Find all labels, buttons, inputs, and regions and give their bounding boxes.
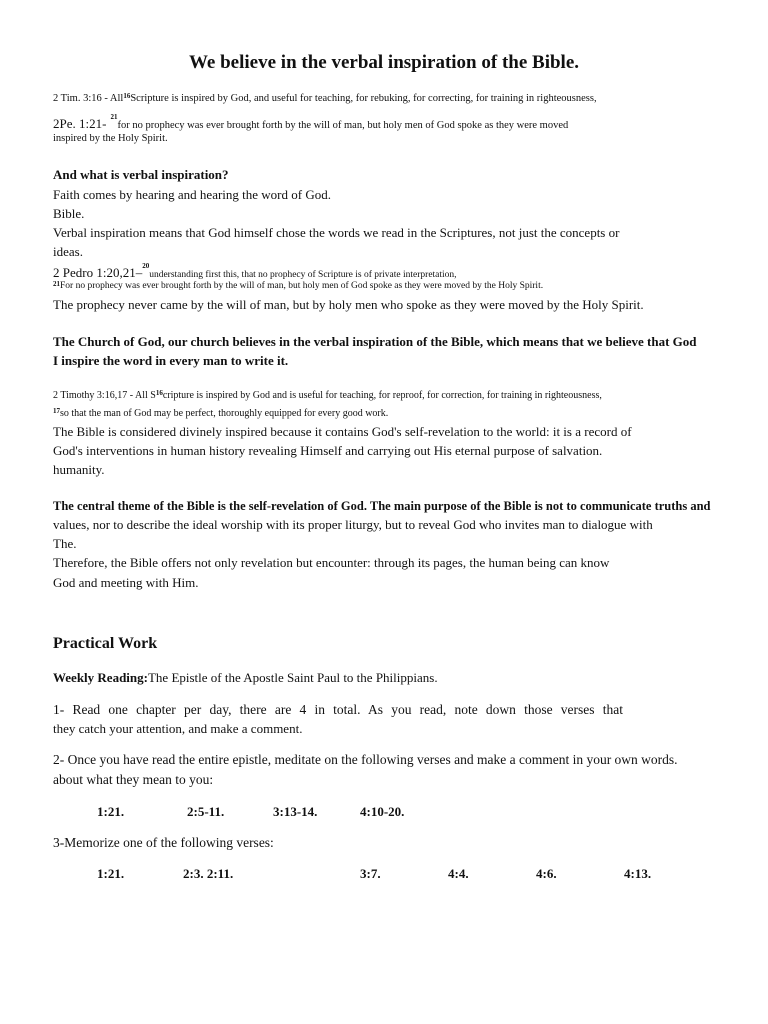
paragraph-line: God and meeting with Him. [53, 575, 199, 590]
task-number: 2 [53, 752, 60, 767]
task-text: - Read one chapter per day, there are 4 in total. As you read, note down those verses that [59, 702, 623, 717]
scripture-verse-21 [53, 281, 543, 292]
verse-reference: 3:13-14. [273, 804, 318, 819]
verse-reference: 1:21. [97, 804, 125, 819]
task-3 [53, 835, 274, 851]
task-text-continued: about what they mean to you: [53, 772, 214, 787]
verse-number: 16 [155, 389, 163, 397]
weekly-reading-text: The Epistle of the Apostle Saint Paul to the Philippians. [147, 670, 438, 685]
scripture-ref-pedro [53, 263, 457, 282]
ref-text: For no prophecy was ever brought forth by the will of man, but holy men of God spoke as they were moved by the Holy Spirit. [60, 281, 544, 291]
scripture-ref-timothy [53, 93, 597, 106]
ref-label: 2 Tim. 3:16 - All [53, 93, 124, 104]
section-heading-verbal: And what is verbal inspiration? [53, 167, 229, 182]
verse-number: 20 [142, 262, 150, 270]
ref-text: cripture is inspired by God and is useful for teaching, for reproof, for correction, for training in righteousness, [162, 390, 602, 401]
paragraph-line: Faith comes by hearing and hearing the word of God. [53, 187, 331, 202]
ref-text: for no prophecy was ever brought forth by the will of man, but holy men of God spoke as they were moved [117, 120, 569, 131]
ref-text-continued: inspired by the Holy Spirit. [53, 133, 168, 144]
task-text: - Once you have read the entire epistle, meditate on the following verses and make a comment in your own words. [59, 752, 678, 767]
ref-text: so that the man of God may be perfect, thoroughly equipped for every good work. [60, 408, 389, 419]
paragraph-line: Verbal inspiration means that God himself chose the words we read in the Scriptures, not just the concepts or [53, 225, 620, 240]
church-statement-line: The Church of God, our church believes in the verbal inspiration of the Bible, which means that we believe that God [53, 334, 697, 349]
scripture-ref-timothy-2 [53, 390, 602, 402]
verse-number: 21 [53, 280, 60, 288]
scripture-ref-peter [53, 114, 568, 133]
task-number: 1 [53, 702, 60, 717]
scripture-verse-17 [53, 408, 388, 420]
verse-reference: 4:4. [448, 866, 469, 881]
weekly-reading-label: Weekly Reading: [53, 670, 148, 685]
verse-reference: 1:21. [97, 866, 125, 881]
task-text: -Memorize one of the following verses: [59, 835, 274, 850]
church-statement-line: I inspire the word in every man to write it. [53, 353, 289, 368]
verse-reference: 4:13. [624, 866, 652, 881]
verse-number: 21 [110, 113, 118, 121]
ref-text: understanding first this, that no prophecy of Scripture is of private interpretation, [149, 270, 457, 280]
task-number: 3 [53, 835, 60, 850]
task-1 [53, 702, 623, 718]
page-title: We believe in the verbal inspiration of the Bible. [188, 52, 580, 73]
paragraph-line: The. [53, 536, 77, 551]
ref-text: Scripture is inspired by God, and useful for teaching, for rebuking, for correcting, for training in righteousness, [130, 93, 597, 104]
task-2 [53, 752, 678, 768]
verse-number: 17 [53, 407, 60, 415]
weekly-reading [53, 670, 438, 686]
verse-reference: 2:3. 2:11. [183, 866, 234, 881]
paragraph-line: God's interventions in human history revealing Himself and carrying out His eternal purpose of salvation. [53, 443, 603, 458]
theme-statement-line: The central theme of the Bible is the self-revelation of God. The main purpose of the Bible is not to communicate truths and [53, 499, 711, 513]
paragraph-line: Therefore, the Bible offers not only revelation but encounter: through its pages, the human being can know [53, 555, 610, 570]
paragraph-line: Bible. [53, 206, 85, 221]
verse-number: 16 [123, 92, 131, 100]
ref-label: 2Pe. 1:21- [53, 116, 107, 131]
paragraph-line: The prophecy never came by the will of man, but by holy men who spoke as they were moved by the Holy Spirit. [53, 297, 644, 312]
verse-reference: 4:10-20. [360, 804, 405, 819]
paragraph-line: The Bible is considered divinely inspired because it contains God's self-revelation to the world: it is a record of [53, 424, 632, 439]
verse-reference: 2:5-11. [187, 804, 225, 819]
ref-label: 2 Pedro 1:20,21– [53, 265, 143, 280]
verse-reference: 4:6. [536, 866, 557, 881]
ref-label: 2 Timothy 3:16,17 - All S [53, 390, 156, 401]
paragraph-line: values, nor to describe the ideal worship with its proper liturgy, but to reveal God who invites man to dialogue with [53, 517, 653, 532]
paragraph-line: ideas. [53, 244, 83, 259]
section-heading-practical: Practical Work [53, 635, 158, 652]
task-text-continued: they catch your attention, and make a comment. [53, 721, 303, 736]
paragraph-line: humanity. [53, 462, 105, 477]
verse-reference: 3:7. [360, 866, 381, 881]
